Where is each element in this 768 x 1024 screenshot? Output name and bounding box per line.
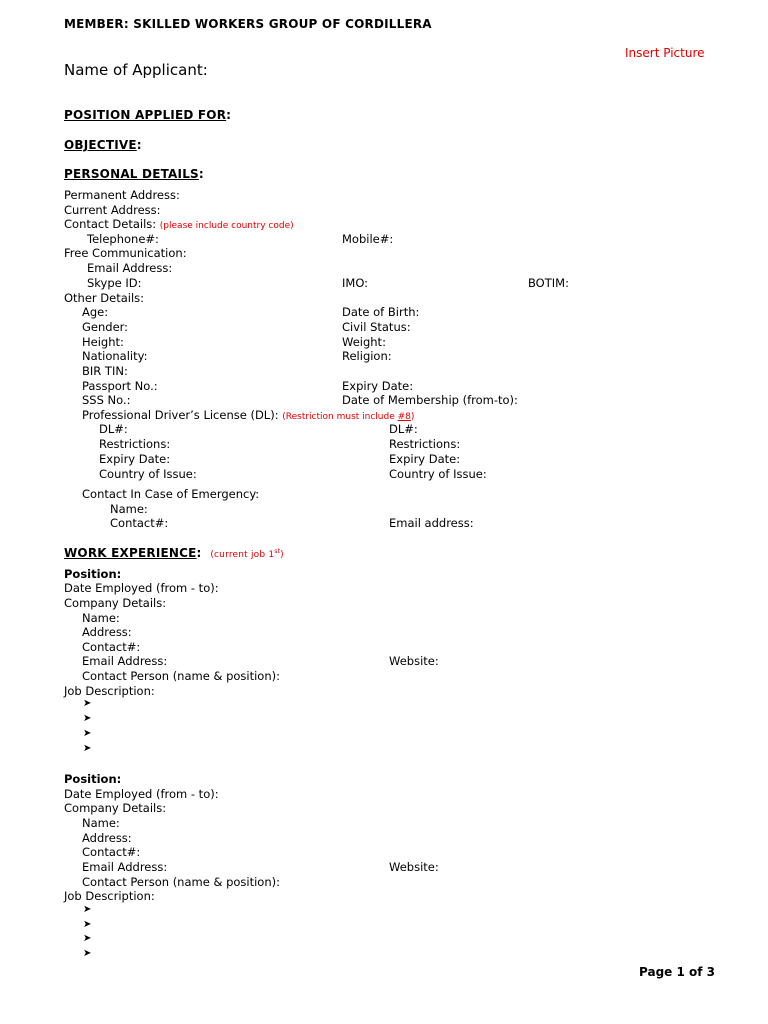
bir-tin-label: BIR TIN: — [82, 364, 128, 378]
email-address-label: Email Address: — [87, 261, 173, 275]
country-of-issue-label-2: Country of Issue: — [389, 467, 487, 481]
dl-label: Professional Driver’s License (DL): (Restriction must include #8) — [82, 408, 415, 422]
page-number: Page 1 of 3 — [639, 965, 715, 979]
personal-details-heading: PERSONAL DETAILS: — [64, 167, 204, 181]
dl-number-label-2: DL#: — [389, 422, 418, 436]
bullet-arrow-icon: ➤ — [83, 948, 92, 959]
company-name-label-2: Name: — [82, 816, 120, 830]
dl-note-link[interactable]: #8 — [397, 412, 411, 422]
passport-label: Passport No.: — [82, 379, 158, 393]
dl-expiry-label-2: Expiry Date: — [389, 452, 461, 466]
insert-picture-placeholder[interactable]: Insert Picture — [625, 46, 705, 60]
current-address-label: Current Address: — [64, 203, 161, 217]
dob-label: Date of Birth: — [342, 305, 420, 319]
bullet-arrow-icon: ➤ — [83, 743, 92, 754]
job-description-label-1: Job Description: — [64, 684, 155, 698]
date-employed-label-1: Date Employed (from - to): — [64, 581, 219, 595]
membership-label: Date of Membership (from-to): — [342, 393, 518, 407]
nationality-label: Nationality: — [82, 349, 148, 363]
bullet-arrow-icon: ➤ — [83, 713, 92, 724]
permanent-address-label: Permanent Address: — [64, 188, 180, 202]
country-of-issue-label-1: Country of Issue: — [99, 467, 197, 481]
sss-label: SSS No.: — [82, 393, 131, 407]
current-job-note: (current job 1st) — [210, 548, 284, 560]
company-address-label-2: Address: — [82, 831, 132, 845]
dl-expiry-label-1: Expiry Date: — [99, 452, 171, 466]
other-details-label: Other Details: — [64, 291, 145, 305]
free-communication-label: Free Communication: — [64, 246, 187, 260]
contact-note: (please include country code) — [159, 221, 294, 231]
company-email-label-2: Email Address: — [82, 860, 168, 874]
religion-label: Religion: — [342, 349, 392, 363]
company-address-label-1: Address: — [82, 625, 132, 639]
height-label: Height: — [82, 335, 124, 349]
company-website-label-2: Website: — [389, 860, 439, 874]
botim-label: BOTIM: — [528, 276, 569, 290]
bullet-arrow-icon: ➤ — [83, 919, 92, 930]
weight-label: Weight: — [342, 335, 386, 349]
restrictions-label-1: Restrictions: — [99, 437, 171, 451]
contact-person-label-1: Contact Person (name & position): — [82, 669, 280, 683]
member-heading: MEMBER: SKILLED WORKERS GROUP OF CORDILLERA — [64, 17, 432, 31]
date-employed-label-2: Date Employed (from - to): — [64, 787, 219, 801]
position-label-1: Position: — [64, 567, 122, 581]
company-contact-label-1: Contact#: — [82, 640, 141, 654]
work-experience-heading: WORK EXPERIENCE: (current job 1st) — [64, 546, 284, 560]
mobile-label: Mobile#: — [342, 232, 394, 246]
telephone-label: Telephone#: — [87, 232, 159, 246]
restrictions-label-2: Restrictions: — [389, 437, 461, 451]
emergency-contact-label: Contact In Case of Emergency: — [82, 487, 260, 501]
passport-expiry-label: Expiry Date: — [342, 379, 414, 393]
objective-heading: OBJECTIVE: — [64, 138, 142, 152]
company-details-label-1: Company Details: — [64, 596, 167, 610]
company-contact-label-2: Contact#: — [82, 845, 141, 859]
age-label: Age: — [82, 305, 109, 319]
civil-status-label: Civil Status: — [342, 320, 411, 334]
contact-person-label-2: Contact Person (name & position): — [82, 875, 280, 889]
company-email-label-1: Email Address: — [82, 654, 168, 668]
gender-label: Gender: — [82, 320, 129, 334]
position-applied-heading: POSITION APPLIED FOR: — [64, 108, 232, 122]
bullet-arrow-icon: ➤ — [83, 933, 92, 944]
emergency-email-label: Email address: — [389, 516, 474, 530]
job-description-label-2: Job Description: — [64, 889, 155, 903]
name-of-applicant-label: Name of Applicant: — [64, 61, 208, 79]
company-website-label-1: Website: — [389, 654, 439, 668]
bullet-arrow-icon: ➤ — [83, 728, 92, 739]
bullet-arrow-icon: ➤ — [83, 904, 92, 915]
company-name-label-1: Name: — [82, 611, 120, 625]
contact-details-label: Contact Details: (please include country code) — [64, 217, 294, 231]
bullet-arrow-icon: ➤ — [83, 698, 92, 709]
skype-label: Skype ID: — [87, 276, 142, 290]
emergency-name-label: Name: — [110, 502, 148, 516]
dl-number-label-1: DL#: — [99, 422, 128, 436]
position-label-2: Position: — [64, 772, 122, 786]
imo-label: IMO: — [342, 276, 369, 290]
dl-note: (Restriction must include #8) — [282, 412, 415, 422]
company-details-label-2: Company Details: — [64, 801, 167, 815]
emergency-contact-number-label: Contact#: — [110, 516, 169, 530]
